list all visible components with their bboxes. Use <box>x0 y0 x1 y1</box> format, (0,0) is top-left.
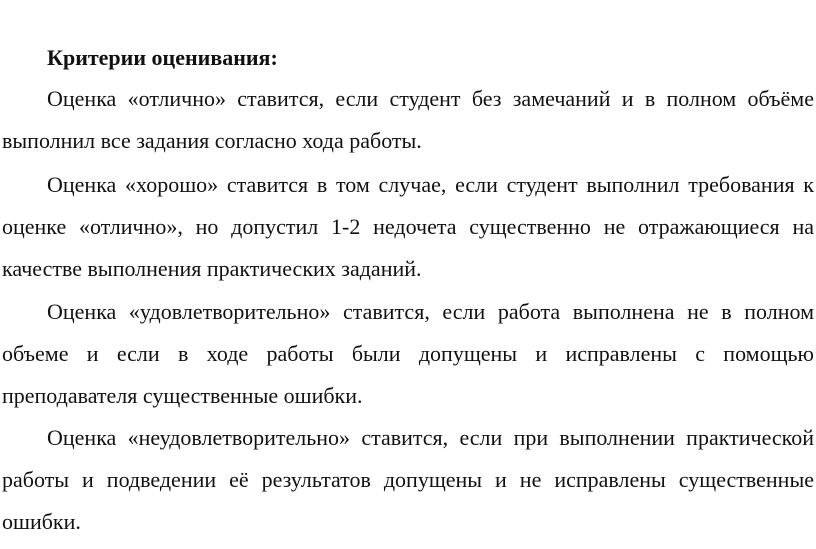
criterion-good-paragraph: Оценка «хорошо» ставится в том случае, если студент выполнил требования к оценке «отлично», но допустил 1-2 недочета существенно не отражающиеся на качестве выполнения практических заданий. <box>2 172 814 281</box>
criterion-excellent-paragraph: Оценка «отлично» ставится, если студент без замечаний и в полном объёме выполнил все задания согласно хода работы. <box>2 86 814 153</box>
criterion-unsatisfactory-paragraph: Оценка «неудовлетворительно» ставится, если при выполнении практической работы и подведении её результатов допущены и не исправлены существенные ошибки. <box>2 425 814 534</box>
criteria-heading: Критерии оценивания: <box>47 45 278 70</box>
criterion-satisfactory-paragraph: Оценка «удовлетворительно» ставится, если работа выполнена не в полном объеме и если в ходе работы были допущены и исправлены с помощью преподавателя существенные ошибки. <box>2 299 814 408</box>
